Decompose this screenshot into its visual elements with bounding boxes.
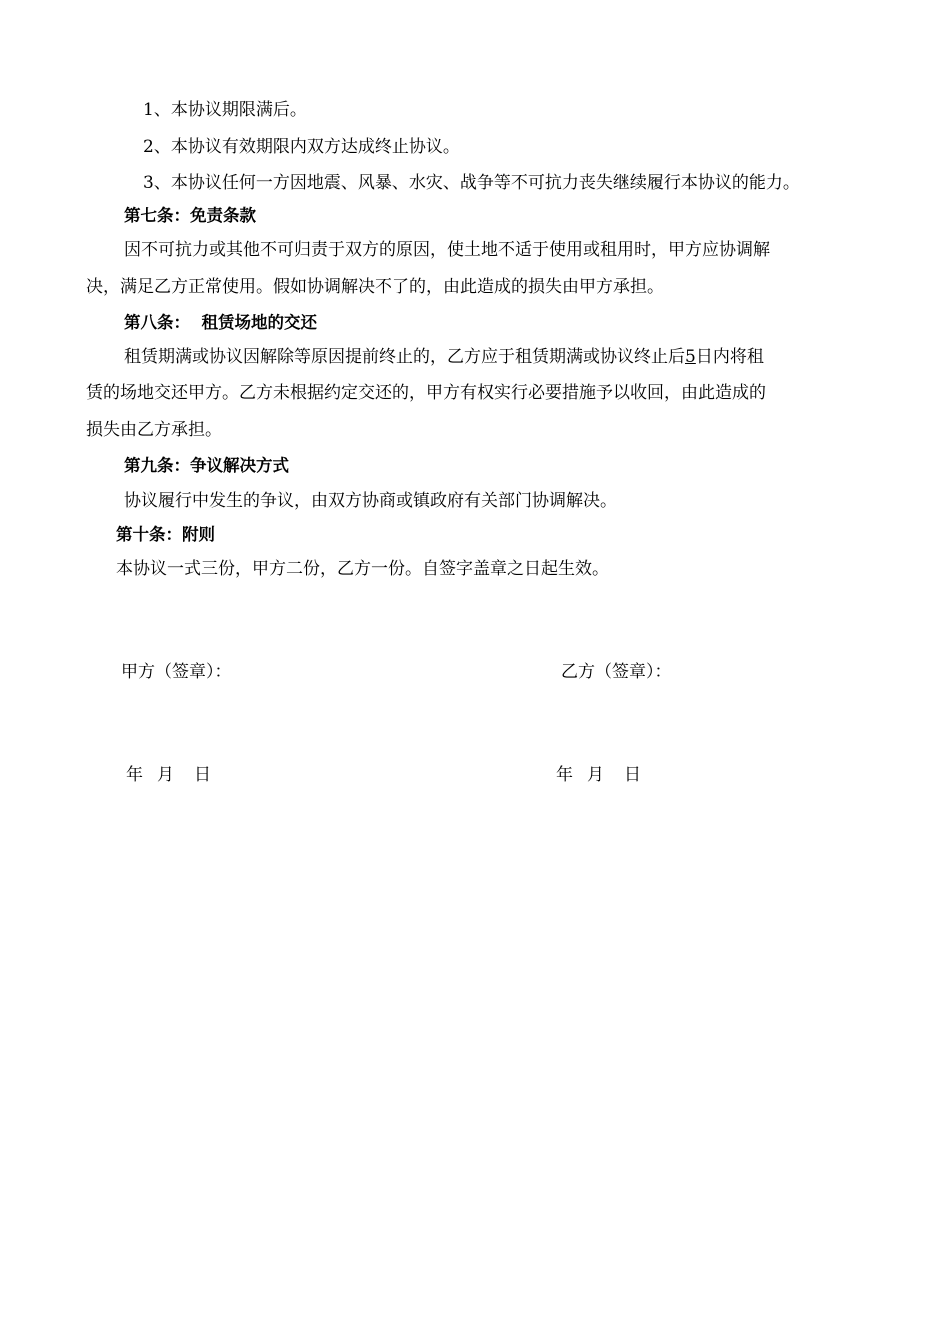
article-10-heading: 第十条：附则 bbox=[116, 525, 215, 544]
article-8-text-line-3: 损失由乙方承担。 bbox=[86, 420, 222, 440]
article-7-text-line-1: 因不可抗力或其他不可归责于双方的原因，使土地不适于使用或租用时，甲方应协调解 bbox=[124, 240, 770, 260]
article-9-text-line-1: 协议履行中发生的争议，由双方协商或镇政府有关部门协调解决。 bbox=[124, 491, 617, 511]
article-9-heading: 第九条：争议解决方式 bbox=[124, 456, 289, 475]
article-8-text-line-1 bbox=[124, 346, 764, 368]
article-8-line-1-pre: 租赁期满或协议因解除等原因提前终止的，乙方应于租赁期满或协议终止后 bbox=[124, 347, 685, 367]
article-8-line-1-post: 日内将租 bbox=[695, 347, 764, 367]
party-b-signature-label: 乙方（签章）： bbox=[561, 662, 672, 682]
article-10-text-line-1: 本协议一式三份，甲方二份，乙方一份。自签字盖章之日起生效。 bbox=[116, 559, 609, 579]
party-a-signature-label: 甲方（签章）： bbox=[121, 662, 232, 682]
date-month-label: 月 bbox=[157, 765, 174, 785]
article-7-text-line-2: 决，满足乙方正常使用。假如协调解决不了的，由此造成的损失由甲方承担。 bbox=[86, 277, 664, 297]
article-7-heading: 第七条：免责条款 bbox=[124, 206, 256, 225]
termination-item-2: 2、本协议有效期限内双方达成终止协议。 bbox=[143, 137, 460, 157]
party-a-date bbox=[126, 764, 211, 786]
termination-item-3: 3、本协议任何一方因地震、风暴、水灾、战争等不可抗力丧失继续履行本协议的能力。 bbox=[143, 173, 800, 193]
date-month-label: 月 bbox=[587, 765, 604, 785]
termination-item-1: 1、本协议期限满后。 bbox=[143, 100, 307, 120]
return-days-value: 5 bbox=[685, 347, 696, 367]
article-8-text-line-2: 赁的场地交还甲方。乙方未根据约定交还的，甲方有权实行必要措施予以收回，由此造成的 bbox=[86, 383, 766, 403]
date-year-label: 年 bbox=[126, 765, 143, 785]
date-day-label: 日 bbox=[624, 765, 641, 785]
date-year-label: 年 bbox=[556, 765, 573, 785]
date-day-label: 日 bbox=[194, 765, 211, 785]
article-8-heading: 第八条： 租赁场地的交还 bbox=[124, 313, 317, 332]
party-b-date bbox=[556, 764, 641, 786]
